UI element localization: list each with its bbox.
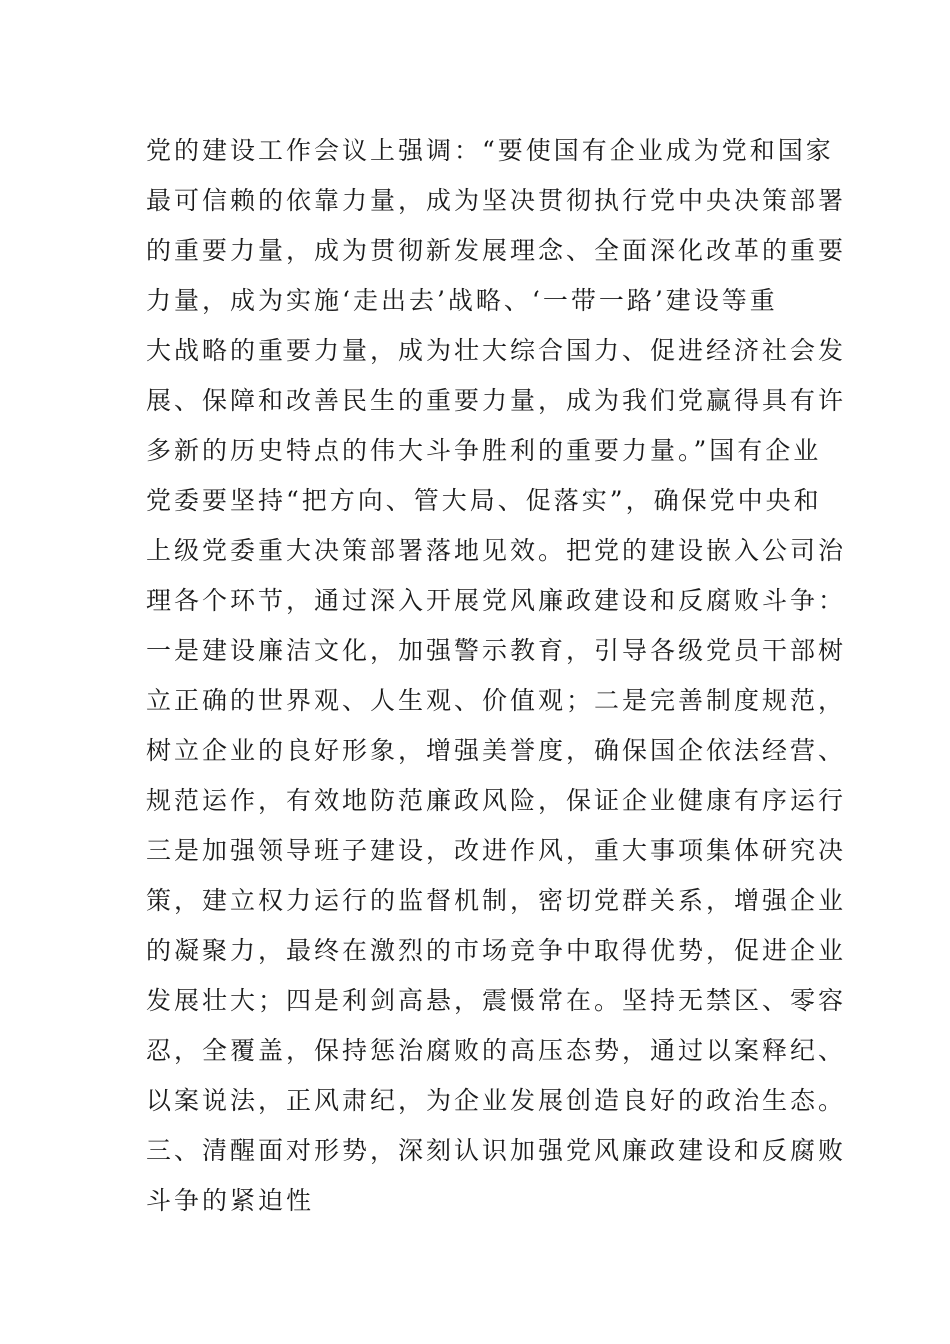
text-line: 最可信赖的依靠力量，成为坚决贯彻执行党中央决策部署: [146, 186, 847, 215]
text-line: 发展壮大；四是利剑高悬，震慑常在。坚持无禁区、零容: [146, 986, 847, 1015]
text-line: 树立企业的良好形象，增强美誉度，确保国企依法经营、: [146, 736, 847, 765]
text-line: 策，建立权力运行的监督机制，密切党群关系，增强企业: [146, 886, 847, 915]
section-heading: 三、清醒面对形势，深刻认识加强党风廉政建设和反腐败: [146, 1136, 847, 1165]
text-line: 规范运作，有效地防范廉政风险，保证企业健康有序运行: [146, 786, 847, 815]
body-text: [146, 126, 847, 1226]
text-line: 以案说法，正风肃纪，为企业发展创造良好的政治生态。: [146, 1086, 847, 1115]
text-line: 三是加强领导班子建设，改进作风，重大事项集体研究决: [146, 836, 847, 865]
text-line: 理各个环节，通过深入开展党风廉政建设和反腐败斗争：: [146, 586, 847, 615]
text-line: 多新的历史特点的伟大斗争胜利的重要力量。”国有企业: [146, 436, 822, 465]
text-line: 党委要坚持“把方向、管大局、促落实”，确保党中央和: [146, 486, 822, 515]
text-line: 力量，成为实施‘走出去’战略、‘一带一路’建设等重: [146, 286, 778, 315]
text-line: 一是建设廉洁文化，加强警示教育，引导各级党员干部树: [146, 636, 847, 665]
text-line: 忍，全覆盖，保持惩治腐败的高压态势，通过以案释纪、: [146, 1036, 847, 1065]
text-line: 的重要力量，成为贯彻新发展理念、全面深化改革的重要: [146, 236, 847, 265]
text-line: 展、保障和改善民生的重要力量，成为我们党赢得具有许: [146, 386, 847, 415]
section-heading: 斗争的紧迫性: [146, 1186, 315, 1215]
text-line: 上级党委重大决策部署落地见效。把党的建设嵌入公司治: [146, 536, 847, 565]
text-line: 立正确的世界观、人生观、价值观；二是完善制度规范，: [146, 686, 847, 715]
text-line: 党的建设工作会议上强调：“要使国有企业成为党和国家: [146, 136, 834, 165]
text-line: 大战略的重要力量，成为壮大综合国力、促进经济社会发: [146, 336, 847, 365]
text-line: 的凝聚力，最终在激烈的市场竞争中取得优势，促进企业: [146, 936, 847, 965]
